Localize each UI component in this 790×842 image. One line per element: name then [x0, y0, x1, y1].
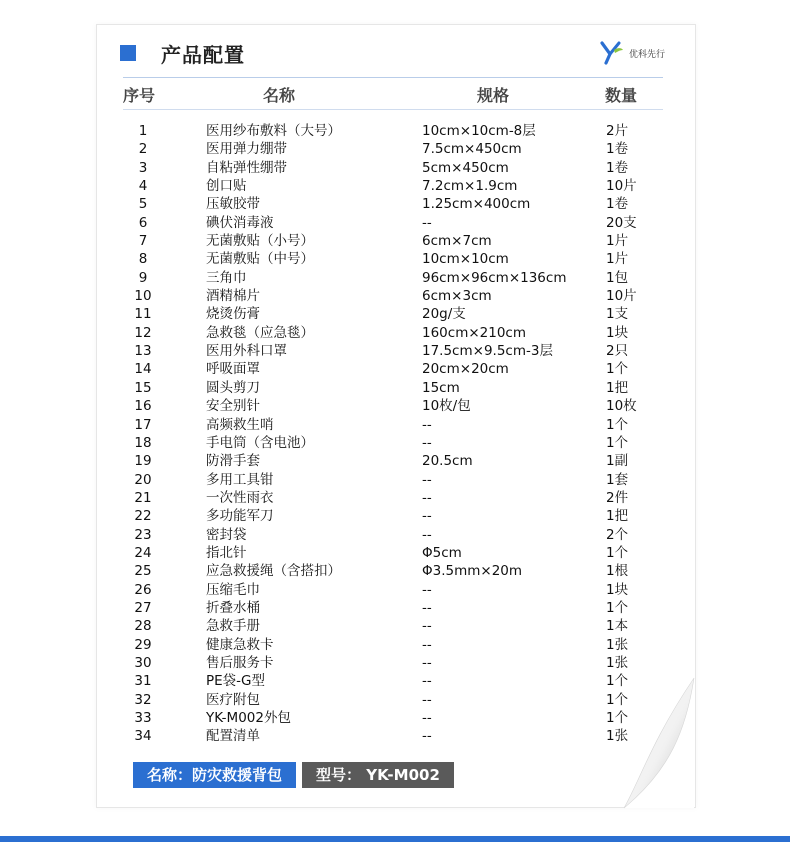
row-qty: 1把 [606, 379, 629, 396]
row-no: 21 [134, 489, 152, 506]
table-row [97, 452, 695, 470]
row-spec: -- [422, 489, 432, 506]
row-spec: -- [422, 636, 432, 653]
table-row [97, 360, 695, 378]
row-spec: 15cm [422, 379, 460, 396]
row-qty: 1张 [606, 636, 629, 653]
row-qty: 1张 [606, 728, 629, 745]
row-name: 健康急救卡 [206, 636, 274, 653]
row-spec: 20.5cm [422, 453, 473, 470]
row-name: 手电筒（含电池） [206, 434, 314, 451]
row-no: 27 [134, 599, 152, 616]
product-name-badge: 名称：防灾救援背包 [133, 762, 296, 788]
row-name: 急救手册 [206, 618, 260, 635]
column-header-no: 序号 [123, 86, 156, 105]
row-name: 碘伏消毒液 [206, 214, 274, 231]
row-qty: 1包 [606, 269, 629, 286]
row-spec: 160cm×210cm [422, 324, 526, 341]
row-name: 圆头剪刀 [206, 379, 260, 396]
row-spec: -- [422, 471, 432, 488]
row-name: 烧烫伤膏 [206, 306, 260, 323]
row-no: 23 [134, 526, 152, 543]
row-no: 16 [134, 398, 152, 415]
row-name: 多用工具钳 [206, 471, 274, 488]
row-name: 急救毯（应急毯） [206, 324, 314, 341]
row-name: 多功能军刀 [206, 508, 274, 525]
header-bottom-divider [123, 109, 663, 110]
row-name: 防滑手套 [206, 453, 260, 470]
table-row [97, 250, 695, 268]
header-top-divider [123, 77, 663, 78]
row-spec: -- [422, 214, 432, 231]
row-name: 自粘弹性绷带 [206, 159, 287, 176]
row-qty: 1片 [606, 233, 629, 250]
page-title: 产品配置 [161, 43, 245, 67]
row-spec: -- [422, 416, 432, 433]
table-row [97, 562, 695, 580]
row-qty: 1卷 [606, 159, 629, 176]
row-qty: 2只 [606, 343, 629, 360]
table-row [97, 489, 695, 507]
table-row [97, 324, 695, 342]
row-no: 24 [134, 544, 152, 561]
row-no: 30 [134, 654, 152, 671]
table-row [97, 526, 695, 544]
row-no: 17 [134, 416, 152, 433]
table-row [97, 305, 695, 323]
row-name: 酒精棉片 [206, 288, 260, 305]
row-qty: 1套 [606, 471, 629, 488]
row-spec: 10枚/包 [422, 398, 471, 415]
row-spec: 20cm×20cm [422, 361, 509, 378]
row-qty: 1根 [606, 563, 629, 580]
table-row [97, 471, 695, 489]
title-marker-square [120, 45, 136, 61]
row-name: 一次性雨衣 [206, 489, 274, 506]
row-name: 应急救援绳（含搭扣） [206, 563, 341, 580]
column-header-qty: 数量 [605, 86, 638, 105]
row-qty: 1个 [606, 361, 629, 378]
row-spec: -- [422, 599, 432, 616]
bottom-accent-bar [0, 836, 790, 842]
brand-logo-text: 优科先行 [628, 49, 665, 60]
row-spec: -- [422, 618, 432, 635]
table-row [97, 416, 695, 434]
table-row [97, 342, 695, 360]
row-spec: 20g/支 [422, 306, 466, 323]
row-no: 18 [134, 434, 152, 451]
row-qty: 20支 [606, 214, 637, 231]
row-qty: 1个 [606, 416, 629, 433]
row-qty: 1块 [606, 324, 629, 341]
table-row [97, 122, 695, 140]
row-no: 19 [134, 453, 152, 470]
row-no: 4 [138, 178, 148, 195]
row-no: 6 [138, 214, 148, 231]
table-row [97, 397, 695, 415]
row-spec: 10cm×10cm [422, 251, 509, 268]
row-name: 密封袋 [206, 526, 247, 543]
row-spec: -- [422, 728, 432, 745]
row-name: 高频救生哨 [206, 416, 274, 433]
row-qty: 1卷 [606, 196, 629, 213]
row-no: 26 [134, 581, 152, 598]
row-spec: Φ5cm [422, 544, 462, 561]
row-spec: 5cm×450cm [422, 159, 509, 176]
row-spec: 10cm×10cm-8层 [422, 123, 536, 139]
row-no: 1 [138, 123, 148, 139]
row-no: 2 [138, 141, 148, 158]
row-name: YK-M002外包 [206, 710, 291, 726]
row-name: 压敏胶带 [206, 196, 260, 213]
table-row [97, 214, 695, 232]
row-no: 12 [134, 324, 152, 341]
column-header-spec: 规格 [477, 86, 510, 105]
row-spec: 7.5cm×450cm [422, 141, 522, 158]
row-spec: 96cm×96cm×136cm [422, 269, 567, 286]
row-no: 7 [138, 233, 148, 250]
row-qty: 1个 [606, 434, 629, 451]
row-no: 9 [138, 269, 148, 286]
row-spec: 1.25cm×400cm [422, 196, 531, 213]
row-qty: 1本 [606, 618, 629, 635]
row-no: 32 [134, 691, 152, 708]
table-row [97, 195, 695, 213]
row-name: 配置清单 [206, 728, 260, 745]
row-spec: Φ3.5mm×20m [422, 563, 523, 580]
table-row [97, 177, 695, 195]
row-qty: 1把 [606, 508, 629, 525]
row-name: 折叠水桶 [206, 599, 260, 616]
config-table-body [97, 122, 695, 746]
row-name: 医用弹力绷带 [206, 141, 287, 158]
row-spec: -- [422, 673, 432, 690]
row-no: 11 [134, 306, 152, 323]
row-name: 呼吸面罩 [206, 361, 260, 378]
row-no: 14 [134, 361, 152, 378]
row-spec: -- [422, 526, 432, 543]
row-name: 医用外科口罩 [206, 343, 287, 360]
table-row [97, 140, 695, 158]
table-row [97, 379, 695, 397]
row-name: 医用纱布敷料（大号） [206, 123, 341, 139]
table-row [97, 159, 695, 177]
row-qty: 1个 [606, 599, 629, 616]
row-no: 29 [134, 636, 152, 653]
row-no: 15 [134, 379, 152, 396]
row-qty: 1块 [606, 581, 629, 598]
brand-logo [599, 41, 665, 65]
row-name: PE袋-G型 [206, 673, 266, 690]
row-spec: 7.2cm×1.9cm [422, 178, 518, 195]
row-no: 5 [138, 196, 148, 213]
row-name: 指北针 [206, 544, 247, 561]
table-row [97, 544, 695, 562]
row-spec: -- [422, 654, 432, 671]
row-spec: -- [422, 434, 432, 451]
row-spec: 17.5cm×9.5cm-3层 [422, 343, 553, 360]
row-name: 安全别针 [206, 398, 260, 415]
row-no: 28 [134, 618, 152, 635]
row-qty: 10片 [606, 288, 637, 305]
table-row [97, 434, 695, 452]
row-name: 三角巾 [206, 269, 247, 286]
row-name: 无菌敷贴（中号） [206, 251, 314, 268]
table-row [97, 636, 695, 654]
row-no: 8 [138, 251, 148, 268]
table-row [97, 507, 695, 525]
page-curl-decoration [590, 670, 700, 810]
row-qty: 10枚 [606, 398, 637, 415]
row-name: 压缩毛巾 [206, 581, 260, 598]
table-row [97, 232, 695, 250]
row-qty: 1个 [606, 673, 629, 690]
row-name: 创口贴 [206, 178, 247, 195]
table-header [97, 83, 695, 107]
row-qty: 2个 [606, 526, 629, 543]
row-qty: 1支 [606, 306, 629, 323]
brand-logo-icon [599, 41, 625, 65]
row-spec: -- [422, 581, 432, 598]
row-no: 31 [134, 673, 152, 690]
row-no: 3 [138, 159, 148, 176]
row-spec: -- [422, 508, 432, 525]
row-qty: 1张 [606, 654, 629, 671]
row-no: 33 [134, 710, 152, 726]
row-qty: 2片 [606, 123, 629, 139]
table-row [97, 287, 695, 305]
row-spec: 6cm×3cm [422, 288, 492, 305]
row-no: 10 [134, 288, 152, 305]
row-qty: 1个 [606, 710, 629, 726]
table-row [97, 617, 695, 635]
table-row [97, 599, 695, 617]
row-qty: 1卷 [606, 141, 629, 158]
row-no: 34 [134, 728, 152, 745]
row-no: 13 [134, 343, 152, 360]
row-no: 22 [134, 508, 152, 525]
row-qty: 2件 [606, 489, 629, 506]
row-qty: 1个 [606, 691, 629, 708]
row-name: 无菌敷贴（小号） [206, 233, 314, 250]
product-model-badge: 型号： YK-M002 [302, 762, 454, 788]
table-row [97, 581, 695, 599]
row-qty: 1片 [606, 251, 629, 268]
row-qty: 1副 [606, 453, 629, 470]
row-name: 售后服务卡 [206, 654, 274, 671]
row-no: 20 [134, 471, 152, 488]
row-spec: -- [422, 691, 432, 708]
table-row [97, 269, 695, 287]
row-name: 医疗附包 [206, 691, 260, 708]
row-no: 25 [134, 563, 152, 580]
row-spec: 6cm×7cm [422, 233, 492, 250]
row-qty: 10片 [606, 178, 637, 195]
row-qty: 1个 [606, 544, 629, 561]
column-header-name: 名称 [263, 86, 296, 105]
row-spec: -- [422, 710, 432, 726]
footer-badges [133, 762, 454, 788]
